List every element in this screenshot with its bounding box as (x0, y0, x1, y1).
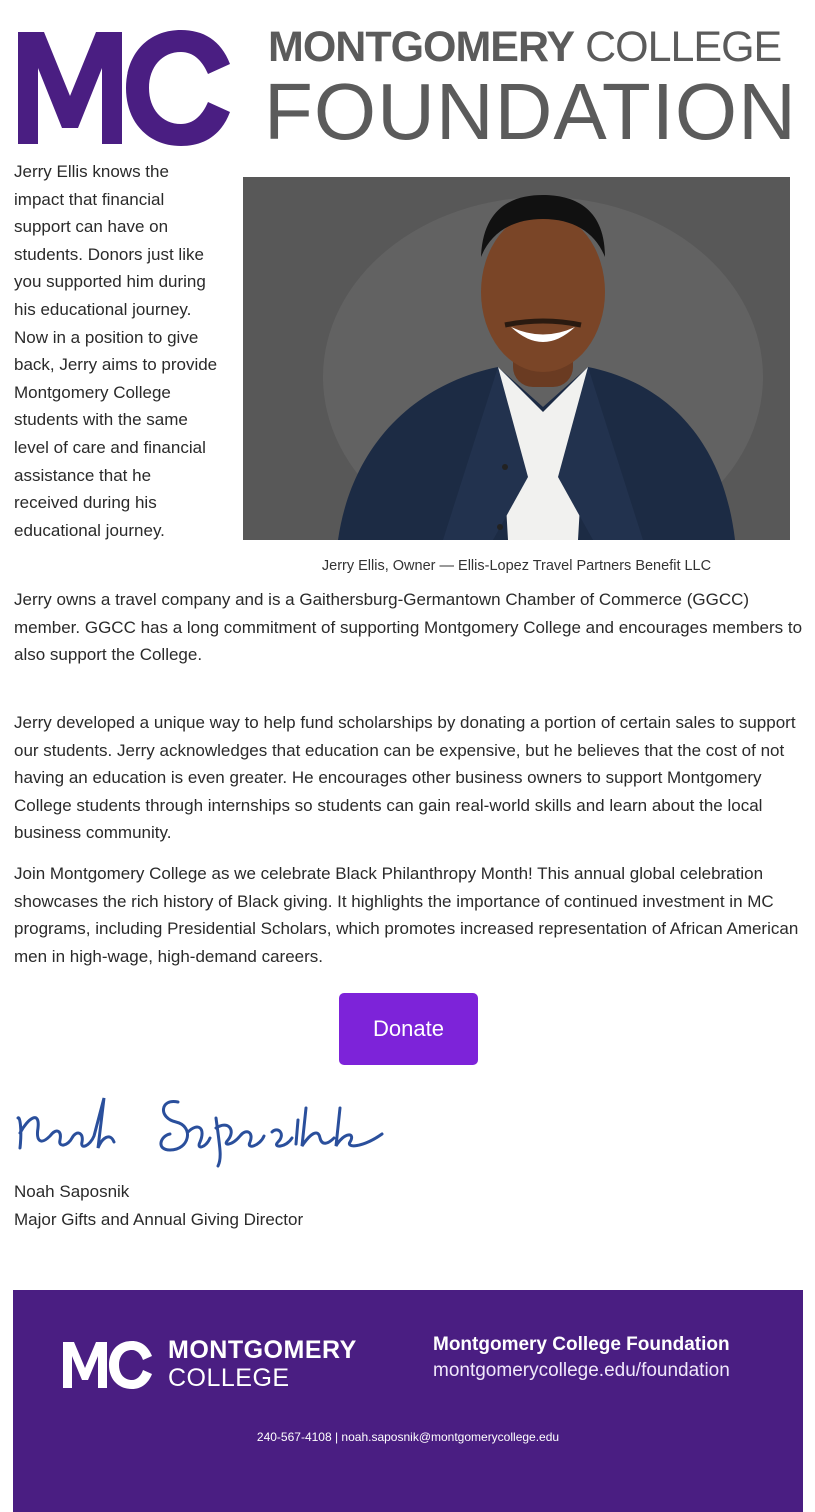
brand-name-top: MONTGOMERY COLLEGE (268, 23, 782, 71)
signature-image (10, 1088, 390, 1168)
email-header (0, 0, 815, 160)
footer-mc-logo (63, 1340, 153, 1390)
signer-title: Major Gifts and Annual Giving Director (14, 1210, 304, 1229)
signer-block (14, 1178, 303, 1234)
body-paragraph: Join Montgomery College as we celebrate Black Philanthropy Month! This annual global celebration showcases the rich history of Black giving. It highlights the importance of continued investment in MC programs, including Presidential Scholars, which promotes increased representation of African American men in high-wage, high-demand careers. (14, 864, 799, 966)
footer-org-info (433, 1332, 730, 1384)
intro-text: Jerry Ellis knows the impact that financial support can have on students. Donors just like you supported him during his educational journey. Now in a position to give back, Jerry aims to provide Montgomery College students with the same level of care and financial assistance that he received during his educational journey. (14, 162, 218, 540)
email-footer (13, 1290, 803, 1512)
body-paragraph: Jerry developed a unique way to help fund scholarships by donating a portion of certain sales to support our students. Jerry acknowledges that education can be expensive, but he believes that the cost of not having an education is even greater. He encourages other business owners to support Montgomery College students through internships so students can gain real-world skills and learn about the local business community. (14, 713, 796, 843)
footer-url-link[interactable]: montgomerycollege.edu/foundation (433, 1360, 730, 1381)
footer-org-name: Montgomery College Foundation (433, 1334, 730, 1355)
body-paragraph: Jerry owns a travel company and is a Gaithersburg-Germantown Chamber of Commerce (GGCC) member. GGCC has a long commitment of supporting Montgomery College and encourages members to also support the College. (14, 590, 803, 665)
brand-name-foundation: FOUNDATION (264, 67, 797, 156)
signer-name: Noah Saposnik (14, 1182, 130, 1201)
footer-contact-line: 240-567-4108 | noah.saposnik@montgomerycollege.edu (256, 1430, 560, 1444)
portrait-photo (243, 177, 790, 540)
donate-button[interactable]: Donate (339, 993, 478, 1065)
photo-caption: Jerry Ellis, Owner — Ellis-Lopez Travel Partners Benefit LLC (321, 558, 712, 574)
footer-brand: MONTGOMERY COLLEGE (168, 1336, 357, 1392)
mc-logo (18, 26, 232, 148)
